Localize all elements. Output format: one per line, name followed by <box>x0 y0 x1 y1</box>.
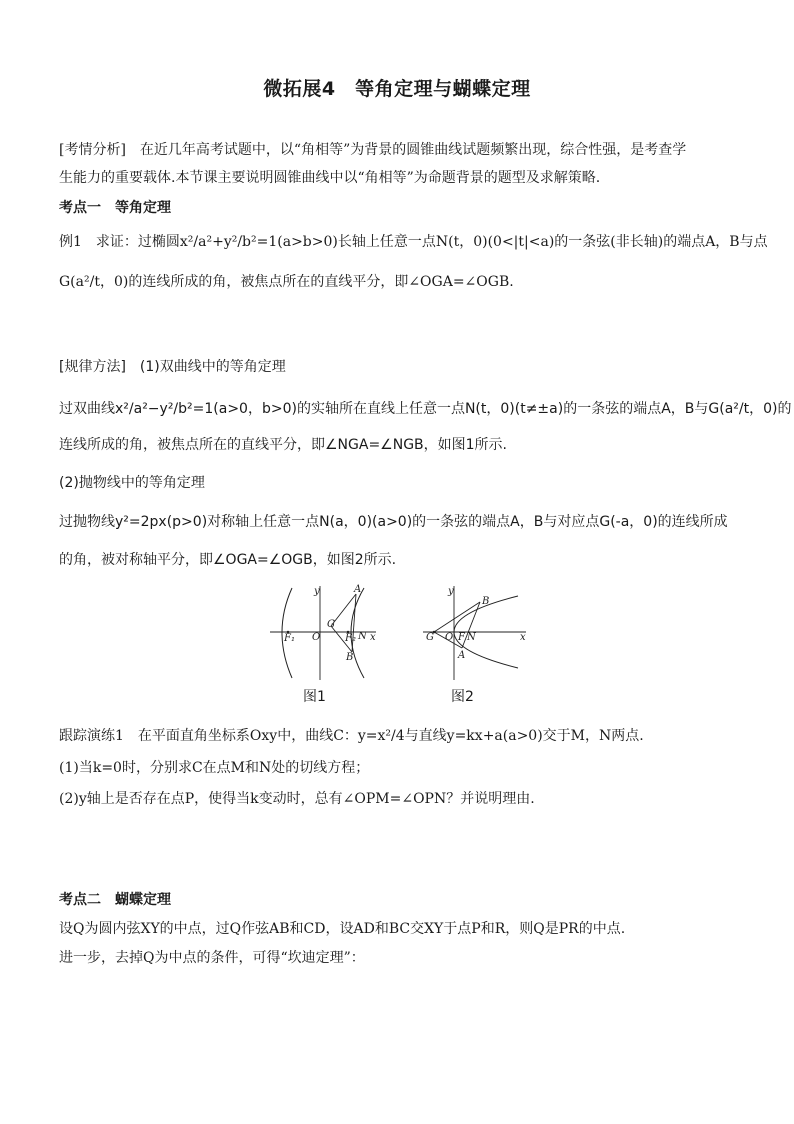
practice-line-2: (1)当k=0时，分别求C在点M和N处的切线方程； <box>59 760 370 776</box>
fig1-label-a: A <box>354 584 362 595</box>
fig1-label-g: G <box>327 619 335 630</box>
method-line-2: 过双曲线x²/a²−y²/b²=1(a>0，b>0)的实轴所在直线上任意一点N(t，0)(t≠±a)的一条弦的端点A，B与G(a²/t，0)的 <box>59 401 792 417</box>
figure-2-diagram <box>423 586 526 680</box>
fig2-label-x: x <box>520 632 526 643</box>
figure-diagrams <box>268 582 538 682</box>
fig1-label-n: N <box>358 631 367 642</box>
method-line-3: 连线所成的角，被焦点所在的直线平分，即∠NGA=∠NGB，如图1所示. <box>59 437 508 453</box>
practice-line-3: (2)y轴上是否存在点P，使得当k变动时，总有∠OPM=∠OPN？并说明理由. <box>59 791 535 807</box>
analysis-line-2: 生能力的重要载体.本节课主要说明圆锥曲线中以“角相等”为命题背景的题型及求解策略. <box>59 170 601 186</box>
example-line-2: G(a²/t，0)的连线所成的角，被焦点所在的直线平分，即∠OGA=∠OGB. <box>59 274 514 290</box>
section-heading-2: 考点二 蝴蝶定理 <box>59 892 171 908</box>
example-line-1: 例1 求证：过椭圆x²/a²+y²/b²=1(a>b>0)长轴上任意一点N(t，0)(0<|t|<a)的一条弦(非长轴)的端点A，B与点 <box>59 234 768 250</box>
analysis-line-1: [考情分析] 在近几年高考试题中，以“角相等”为背景的圆锥曲线试题频繁出现，综合性强，是考查学 <box>59 142 687 158</box>
fig1-label-y: y <box>314 586 320 597</box>
fig2-label-n: N <box>467 632 476 643</box>
fig2-label-o: O <box>445 632 454 643</box>
method-line-4: (2)抛物线中的等角定理 <box>59 475 205 491</box>
fig2-label-b: B <box>482 596 490 607</box>
method-line-1: [规律方法] (1)双曲线中的等角定理 <box>59 359 286 375</box>
fig1-label-o: O <box>312 632 321 643</box>
method-line-6: 的角，被对称轴平分，即∠OGA=∠OGB，如图2所示. <box>59 552 397 568</box>
section-heading-1: 考点一 等角定理 <box>59 200 171 216</box>
figure-1-diagram <box>270 584 376 680</box>
fig2-label-f: F <box>458 632 465 643</box>
fig1-label-f2: F₂ <box>345 633 356 644</box>
figure-2-caption: 图2 <box>451 689 474 705</box>
fig1-label-x: x <box>370 632 376 643</box>
butterfly-line-1: 设Q为圆内弦XY的中点，过Q作弦AB和CD，设AD和BC交XY于点P和R，则Q是PR的中点. <box>59 921 626 937</box>
page-title: 微拓展4 等角定理与蝴蝶定理 <box>263 78 531 100</box>
fig2-label-g: G <box>426 632 434 643</box>
practice-line-1: 跟踪演练1 在平面直角坐标系Oxy中，曲线C：y=x²/4与直线y=kx+a(a>0)交于M，N两点. <box>59 728 644 744</box>
figure-1-caption: 图1 <box>303 689 326 705</box>
fig2-label-a: A <box>458 650 466 661</box>
fig2-gb-line <box>434 602 480 632</box>
fig1-label-f1: F₁ <box>284 633 295 644</box>
butterfly-line-2: 进一步，去掉Q为中点的条件，可得“坎迪定理”： <box>59 950 365 966</box>
fig2-label-y: y <box>448 586 454 597</box>
method-line-5: 过抛物线y²=2px(p>0)对称轴上任意一点N(a，0)(a>0)的一条弦的端点A，B与对应点G(-a，0)的连线所成 <box>59 514 728 530</box>
fig1-label-b: B <box>346 652 354 663</box>
